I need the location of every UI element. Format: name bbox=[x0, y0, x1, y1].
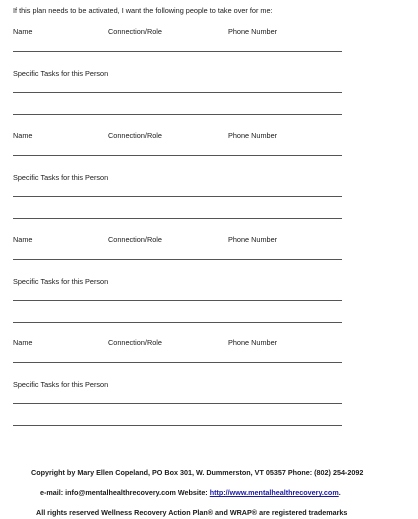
connection-role-label: Connection/Role bbox=[108, 235, 162, 244]
tasks-line[interactable] bbox=[13, 300, 342, 301]
name-role-phone-line[interactable] bbox=[13, 259, 342, 260]
phone-number-label: Phone Number bbox=[228, 338, 278, 347]
phone-number-label: Phone Number bbox=[228, 235, 278, 244]
tasks-line[interactable] bbox=[13, 403, 342, 404]
email-text: e-mail: info@mentalhealthrecovery.com Website: bbox=[40, 488, 210, 497]
name-label: Name bbox=[13, 338, 33, 347]
connection-role-label: Connection/Role bbox=[108, 27, 162, 36]
website-link[interactable]: http://www.mentalhealthrecovery.com bbox=[209, 488, 339, 497]
name-label: Name bbox=[13, 131, 33, 140]
name-role-phone-line[interactable] bbox=[13, 155, 342, 156]
tasks-line[interactable] bbox=[13, 218, 342, 219]
name-label: Name bbox=[13, 235, 33, 244]
intro-text: If this plan needs to be activated, I want the following people to take over for me: bbox=[13, 6, 273, 15]
trademark-line: All rights reserved Wellness Recovery Action Plan® and WRAP® are registered trademarks bbox=[36, 508, 348, 517]
connection-role-label: Connection/Role bbox=[108, 131, 162, 140]
tasks-line[interactable] bbox=[13, 425, 342, 426]
person-entry bbox=[0, 338, 418, 441]
tasks-label: Specific Tasks for this Person bbox=[13, 69, 109, 78]
tasks-line[interactable] bbox=[13, 92, 342, 93]
phone-number-label: Phone Number bbox=[228, 27, 278, 36]
person-entry bbox=[0, 27, 418, 130]
name-label: Name bbox=[13, 27, 33, 36]
copyright-line: Copyright by Mary Ellen Copeland, PO Box 301, W. Dummerston, VT 05357 Phone: (802) 254-2092 bbox=[31, 468, 364, 477]
phone-number-label: Phone Number bbox=[228, 131, 278, 140]
contact-line bbox=[40, 488, 341, 497]
website-suffix: . bbox=[338, 488, 341, 497]
person-entry bbox=[0, 131, 418, 234]
tasks-label: Specific Tasks for this Person bbox=[13, 277, 109, 286]
tasks-line[interactable] bbox=[13, 322, 342, 323]
name-role-phone-line[interactable] bbox=[13, 51, 342, 52]
tasks-label: Specific Tasks for this Person bbox=[13, 380, 109, 389]
name-role-phone-line[interactable] bbox=[13, 362, 342, 363]
tasks-label: Specific Tasks for this Person bbox=[13, 173, 109, 182]
connection-role-label: Connection/Role bbox=[108, 338, 162, 347]
tasks-line[interactable] bbox=[13, 114, 342, 115]
tasks-line[interactable] bbox=[13, 196, 342, 197]
person-entry bbox=[0, 235, 418, 338]
